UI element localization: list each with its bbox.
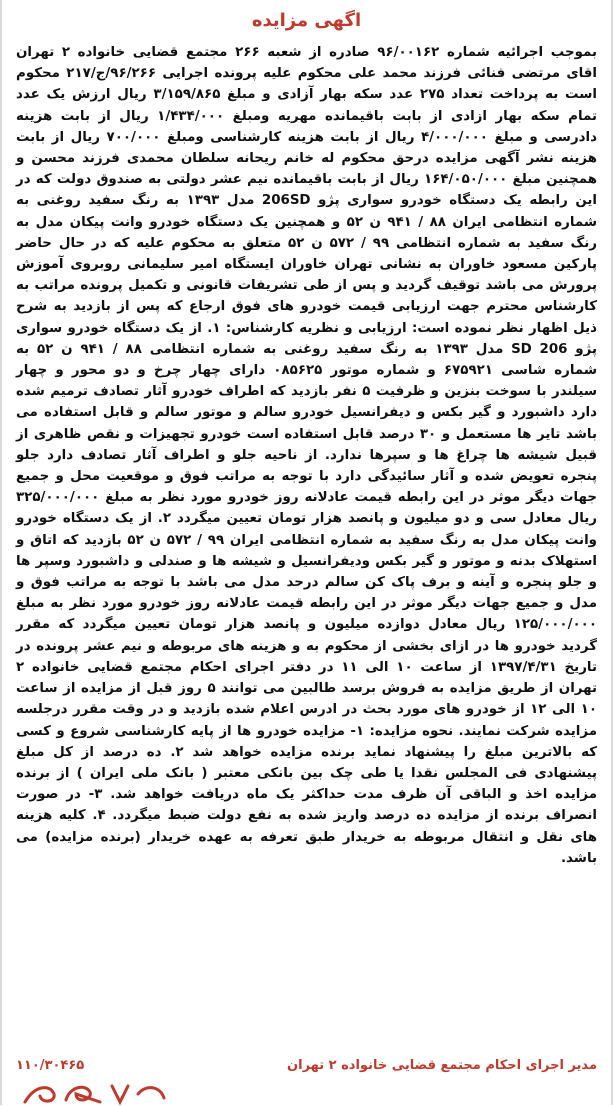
notice-body: بموجب اجرائیه شماره ۹۶/۰۰۱۶۲ صادره از شعبه ۲۶۶ مجتمع قضایی خانواده ۲ تهران اقای مرتضی فنائی فرزند محمد علی محکوم علیه پرونده اجرایی ۹۶/۲۶۶/ج/۲۱۷ محکوم است به پرداخت تعداد ۲۷۵ عدد سکه بهار آزادی و مبلغ ۳/۱۵۹/۸۶۵ ریال ارزش یک عدد تمام سکه بهار ازادی از بابت باقیمانده مهریه ومبلغ ۱/۴۳۴/۰۰۰ ریال از بابت هزینه دادرسی و مبلغ ۴/۰۰۰/۰۰۰ ریال از بابت هزینه کارشناسی ومبلغ ۷۰۰/۰۰۰ ریال از بابت هزینه نشر آگهی مزایده درحق محکوم له خانم ریحانه سلطان محمدی فرزند محسن و همچنین مبلغ ۱۶۴/۰۵۰/۰۰۰ ریال از بابت باقیمانده نیم عشر دولتی به صندوق دولت که در این رابطه یک دستگاه خودرو سواری پژو 206SD مدل ۱۳۹۳ به رنگ سفید روغنی به شماره انتظامی ایران ۸۸ / ۹۴۱ ن ۵۲ و همچنین یک دستگاه خودرو وانت پیکان مدل به رنگ سفید به شماره انتظامی ۹۹ / ۵۷۲ ن ۵۲ متعلق به محکوم علیه که در حال حاضر پارکین مسعود خاوران به نشانی تهران خاوران ایستگاه امیر سلیمانی روبروی آموزش پرورش می باشد توقیف گردید و پس از طی تشریفات قانونی و تکمیل پرونده مراتب به کارشناس محترم جهت ارزیابی قیمت خودرو های فوق ارجاع که پس از بازدید به شرح ذیل اظهار نظر نموده است: ارزیابی و نظریه کارشناس: ۱. از یک دستگاه خودرو سواری پژو 206 SD مدل ۱۳۹۳ به رنگ سفید روغنی به شماره انتظامی ۸۸ / ۹۴۱ ن ۵۲ به شماره شاسی ۶۷۵۹۲۱ و شماره موتور ۰۸۵۶۲۵ دارای چهار چرخ و دو محور و چهار سیلندر با سوخت بنزین و ظرفیت ۵ نفر بازدید که اطراف خودرو آثار تصادف ترمیم شده دارد داشبورد و گیر بکس و دیفرانسیل خودرو سالم و موتور سالم و قابل استفاده می باشد تایر ها مستعمل و ۳۰ درصد قابل استفاده است خودرو تجهیزات و نقص ظاهری از قبیل شیشه ها چراغ ها و سپرها ندارد. از ناحیه جلو و اطراف آثار تصادف دارد جلو پنجره تعویض شده و آثار سائیدگی دارد با توجه به مراتب فوق و موقعیت محل و جمیع جهات دیگر موثر در این رابطه قیمت عادلانه روز خودرو مورد نظر به مبلغ ۳۲۵/۰۰۰/۰۰۰ ریال معادل سی و دو میلیون و پانصد هزار تومان تعیین میگردد ۲. از یک دستگاه خودرو وانت پیکان مدل به رنگ سفید به شماره انتظامی ایران ۹۹ / ۵۷۲ ن ۵۲ بازدید که اتاق و استهلاک بدنه و موتور و گیر بکس ودیفرانسیل و شیشه ها و صندلی و داشبورد وسپر ها و جلو پنجره و آینه و برف پاک کن سالم درحد مدل می باشد با توجه به مراتب فوق و مدل و جمیع جهات دیگر موثر در این رابطه قیمت عادلانه روز خودرو مورد نظر به مبلغ ۱۲۵/۰۰۰/۰۰۰ ریال معادل دوازده میلیون و پانصد هزار تومان تعیین میگردد که مقرر گردید خودرو ها در ازای بخشی از محکوم به و هزینه های مربوطه و نیم عشر پرونده در تاریخ ۱۳۹۷/۴/۳۱ از ساعت ۱۰ الی ۱۱ در دفتر اجرای احکام مجتمع قضایی خانواده ۲ تهران از طریق مزایده به فروش برسد طالبین می توانند ۵ روز قبل از مزایده از ساعت ۱۰ الی ۱۲ از خودرو های مورد بحث در ادرس اعلام شده بازدید و در وقت مقرر درجلسه مزایده شرکت نمایند. نحوه مزایده: ۱- مزایده خودرو ها از پایه کارشناسی شروع و کسی که بالاترین مبلغ را پیشنهاد نماید برنده مزایده خواهد شد ۲. ده درصد از کل مبلغ پیشنهادی فی المجلس نقدا یا طی چک بین بانکی معتبر ( بانک ملی ایران ) از برنده مزایده اخذ و الباقی آن ظرف مدت حداکثر یک ماه دریافت خواهد شد. ۳- در صورت انصراف برنده از مزایده ده درصد واریز شده به نفع دولت ضبط میگردد. ۴. کلیه هزینه های نقل و انتقال مربوطه به خریدار طبق تعرفه به عهده خریدار (برنده مزایده) می باشد. <box>16 45 598 866</box>
notice-footer <box>16 1058 597 1073</box>
notice-title: اگهی مزایده <box>251 10 362 31</box>
notice-code: ۱۱۰/۳۰۴۶۵ <box>16 1058 85 1073</box>
signature-line: مدیر اجرای احکام مجتمع قضایی خانواده ۲ تهران <box>287 1058 597 1073</box>
handwritten-number-mark <box>20 1080 170 1106</box>
